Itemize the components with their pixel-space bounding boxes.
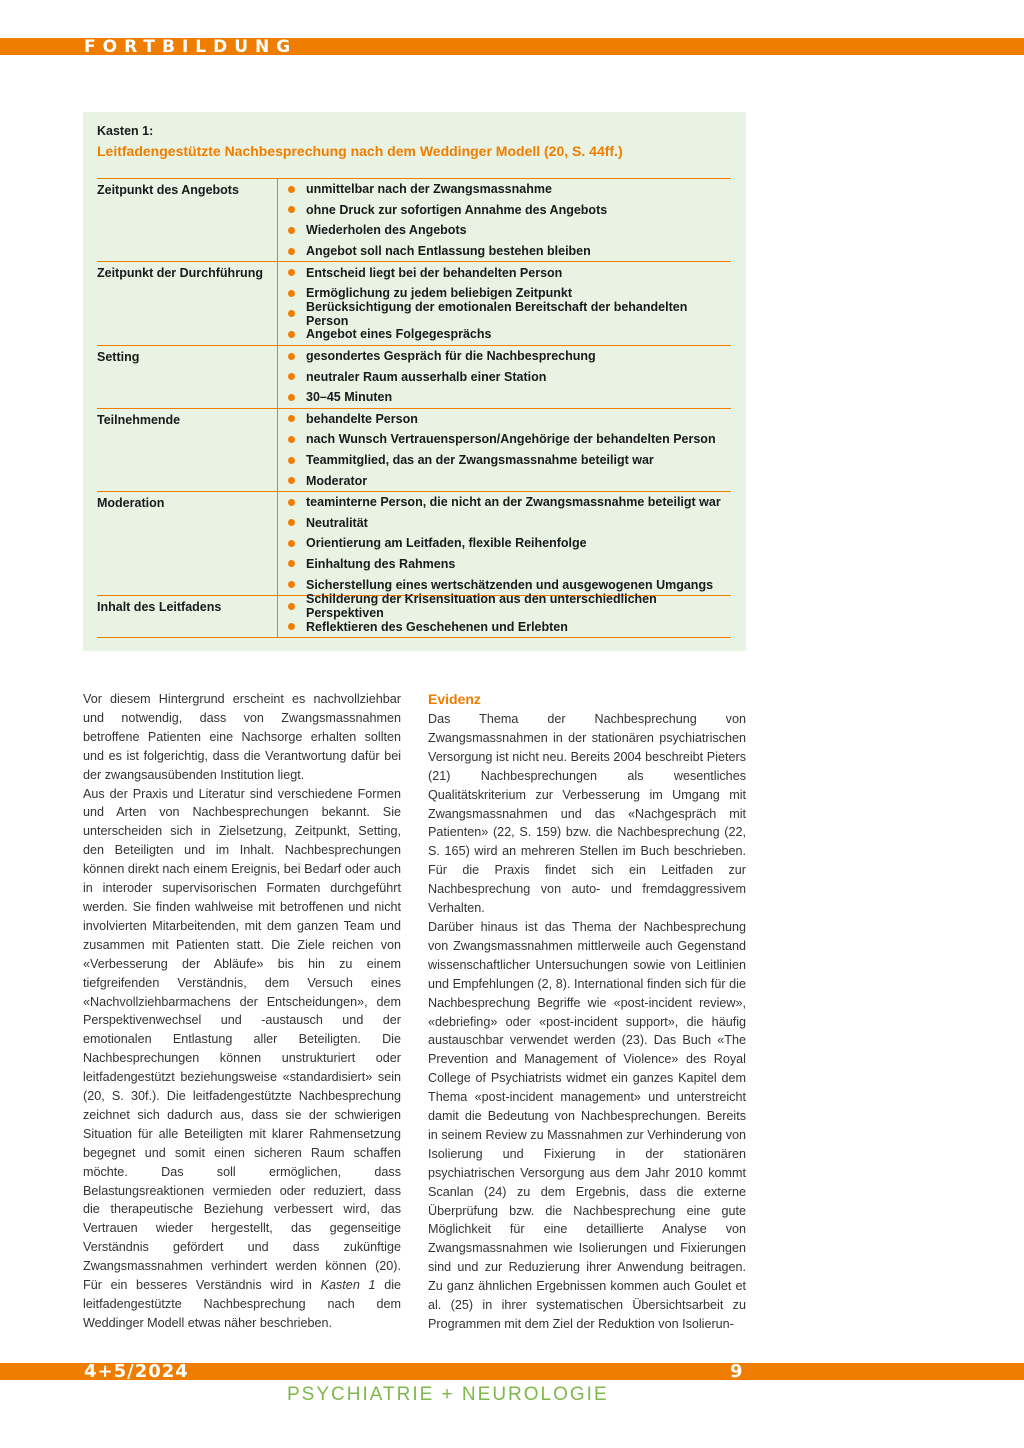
table-row [97,409,731,491]
row-category: Moderation [97,492,278,595]
item-text: Einhaltung des Rahmens [306,556,456,571]
text-span: Aus der Praxis und Literatur sind verschiedene Formen und Arten von Nachbesprechungen bekannt. Sie unterscheiden sich in Zielsetzung, Zeitpunkt, Setting, den Beteiligten und im Inhalt. Nachbesprechungen können direkt nach einem Ereignis, bei Bedarf oder auch in interoder supervisorischen Formaten durchgeführt werden. Sie finden wahlweise mit betroffenen und nicht involvierten Mitarbeitenden, mit dem ganzen Team und zusammen mit Patienten statt. Die Ziele reichen von «Verbesserung der Abläufe» bis hin zu einem tiefgreifenden Verständnis, dem Versuch eines «Nachvollziehbarmachens der Entscheidungen», dem Perspektivenwechsel und -austausch und der emotionalen Entlastung aller Beteiligten. Die Nachbesprechungen können unstrukturiert oder leitfadengestützt beziehungsweise «standardisiert» sein (20, S. 30f.). Die leitfadengestützte Nachbesprechung zeichnet sich dadurch aus, dass sie der schwierigen Situation für alle Beteiligten mit klarer Rahmensetzung begegnet und somit einen sicheren Raum schaffen möchte. Das soll ermöglichen, dass Belastungsreaktionen vermieden oder reduziert, dass die therapeutische Beziehung verbessert wird, das Vertrauen wieder hergestellt, das gegenseitige Verständnis gefördert und dass zukünftige Zwangsmassnahmen verhindert werden können (20). Für ein besseres Verständnis wird in [83,786,401,1293]
row-items [278,409,731,491]
list-item [288,492,731,513]
box-reference: Kasten 1 [320,1278,376,1293]
row-items [278,592,731,637]
left-column [83,690,401,1333]
box-table [97,178,731,638]
bullet-icon [288,499,295,506]
paragraph: Vor diesem Hintergrund erscheint es nachvollziehbar und notwendig, dass von Zwangsmassnahmen betroffene Patienten eine Nachsorge erhalten sollten und es ist folgerichtig, dass die Verantwortung dafür bei der zwangsausübenden Institution liegt. [83,692,401,782]
item-text: neutraler Raum ausserhalb einer Station [306,369,547,384]
bullet-icon [288,206,295,213]
list-item [288,470,731,491]
item-text: Orientierung am Leitfaden, flexible Reihenfolge [306,536,587,551]
item-text: Neutralität [306,515,368,530]
bullet-icon [288,373,295,380]
list-item [288,387,731,408]
list-item [288,592,731,621]
row-items [278,346,731,408]
section-title: FORTBILDUNG [84,37,298,57]
item-text: teaminterne Person, die nicht an der Zwangsmassnahme beteiligt war [306,495,721,510]
bullet-icon [288,581,295,588]
bullet-icon [288,519,295,526]
list-item [288,554,731,575]
table-row [97,346,731,408]
row-category: Zeitpunkt des Angebots [97,179,278,261]
list-item [288,200,731,221]
box-label: Kasten 1: [97,124,154,138]
row-items [278,179,731,261]
box-title: Leitfadengestützte Nachbesprechung nach dem Weddinger Modell (20, S. 44ff.) [97,143,623,159]
item-text: Teammitglied, das an der Zwangsmassnahme beteiligt war [306,453,654,468]
bullet-icon [288,227,295,234]
item-text: Entscheid liegt bei der behandelten Person [306,265,563,280]
row-items [278,262,731,344]
paragraph: Darüber hinaus ist das Thema der Nachbesprechung von Zwangsmassnahmen mittlerweile auch Gegenstand wissenschaftlicher Untersuchungen sowie von Leitlinien und Empfehlungen (2, 8). International finden sich für die Nachbesprechung Begriffe wie «post-incident review», «debriefing» oder «post-incident support», die häufig austauschbar verwendet werden (23). Das Buch «The Prevention and Management of Violence» des Royal College of Psychiatrists widmet ein ganzes Kapitel dem Thema «post-incident management» und unterstreicht damit die Bedeutung von Nachbesprechungen. Bereits in seinem Review zu Massnahmen zur Verhinderung von Isolierung und Fixierung in der stationären psychiatrischen Versorgung aus dem Jahr 2010 kommt Scanlan (24) zu dem Ergebnis, dass die externe Überprüfung bzw. die Nachbesprechung eine gute Möglichkeit für eine detaillierte Analyse von Zwangsmassnahmen wie Isolierungen und Fixierungen sind und zur Reduzierung ihrer Anwendung beitragen. Zu ganz ähnlichen Ergebnissen kommen auch Goulet et al. (25) in ihrer systematischen Übersichtsarbeit zu Programmen mit dem Ziel der Reduktion von Isolierun- [428,919,746,1331]
list-item [288,450,731,471]
bullet-icon [288,394,295,401]
item-text: Schilderung der Krisensituation aus den unterschiedlichen Perspektiven [306,592,657,621]
item-text: Sicherstellung eines wertschätzenden und ausgewogenen Umgangs [306,577,714,592]
list-item [288,262,731,283]
bullet-icon [288,331,295,338]
row-category: Teilnehmende [97,409,278,491]
item-text: Berücksichtigung der emotionalen Bereitschaft der behandelten Person [306,299,688,328]
list-item [288,533,731,554]
bullet-icon [288,457,295,464]
bullet-icon [288,290,295,297]
item-text: gesondertes Gespräch für die Nachbesprechung [306,349,596,364]
issue-number: 4+5/2024 [84,1361,189,1382]
right-column [428,690,746,1334]
list-item [288,299,731,328]
list-item [288,429,731,450]
bullet-icon [288,269,295,276]
row-category: Setting [97,346,278,408]
item-text: ohne Druck zur sofortigen Annahme des Angebots [306,202,608,217]
list-item [288,241,731,262]
bullet-icon [288,353,295,360]
bullet-icon [288,415,295,422]
item-text: Moderator [306,473,368,488]
list-item [288,409,731,430]
bullet-icon [288,540,295,547]
bullet-icon [288,560,295,567]
item-text: nach Wunsch Vertrauensperson/Angehörige der behandelten Person [306,432,716,447]
table-rule [97,637,731,638]
list-item [288,220,731,241]
bullet-icon [288,186,295,193]
table-row [97,262,731,344]
item-text: Ermöglichung zu jedem beliebigen Zeitpunkt [306,286,572,301]
table-row [97,179,731,261]
list-item [288,366,731,387]
item-text: Wiederholen des Angebots [306,223,467,238]
bullet-icon [288,248,295,255]
item-text: 30–45 Minuten [306,390,393,405]
item-text: behandelte Person [306,411,418,426]
text-span: die leitfadengestützte Nachbesprechung nach dem Weddinger Modell etwas näher beschrieben. [83,1278,402,1330]
list-item [288,513,731,534]
item-text: Angebot eines Folgegesprächs [306,327,492,342]
item-text: Angebot soll nach Entlassung bestehen bleiben [306,244,591,259]
table-row [97,492,731,595]
item-text: Reflektieren des Geschehenen und Erlebten [306,619,568,634]
bullet-icon [288,436,295,443]
list-item [288,179,731,200]
journal-name: PSYCHIATRIE + NEUROLOGIE [287,1384,609,1405]
paragraph [83,785,401,1333]
item-text: unmittelbar nach der Zwangsmassnahme [306,182,552,197]
row-category: Zeitpunkt der Durchführung [97,262,278,344]
bullet-icon [288,603,295,610]
row-items [278,492,731,595]
bullet-icon [288,623,295,630]
bullet-icon [288,310,295,317]
bullet-icon [288,477,295,484]
paragraph: Das Thema der Nachbesprechung von Zwangsmassnahmen in der stationären psychiatrischen Versorgung ist nicht neu. Bereits 2004 beschreibt Pieters (21) Nachbesprechungen als wesentliches Qualitätskriterium zur Verbesserung im Umgang mit Zwangsmassnahmen und das «Nachgespräch mit Patienten» (22, S. 159) bzw. die Nachbesprechung (22, S. 165) wird an mehreren Stellen im Buch beschrieben. Für die Praxis findet sich ein Leitfaden zur Nachbesprechung von auto- und fremdaggressivem Verhalten. [428,712,746,916]
page-number: 9 [730,1361,743,1382]
row-category: Inhalt des Leitfadens [97,596,278,637]
section-heading: Evidenz [428,691,481,707]
list-item [288,346,731,367]
info-box [83,112,746,651]
table-row [97,592,731,637]
